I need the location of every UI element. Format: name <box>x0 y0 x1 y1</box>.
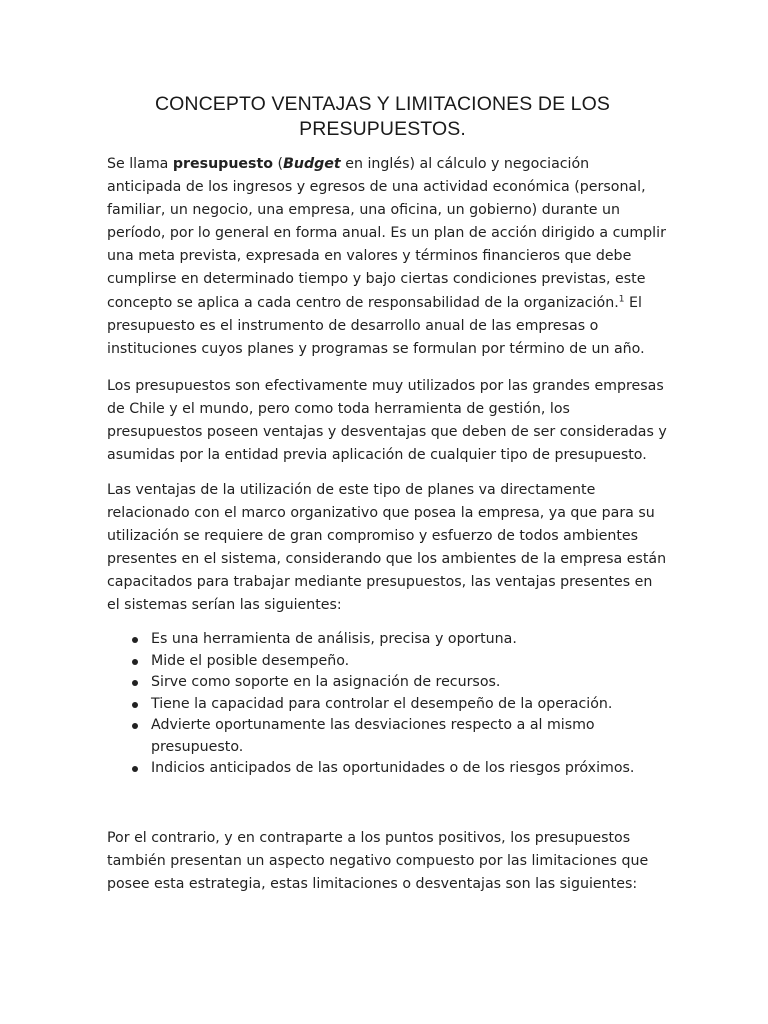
list-item <box>107 758 667 780</box>
footnote-marker[interactable]: 1 <box>618 293 625 304</box>
list-item-text: Mide el posible desempeño. <box>151 652 350 669</box>
bullet-icon <box>132 766 138 772</box>
bullet-icon <box>132 702 138 708</box>
advantages-list <box>107 629 667 780</box>
definition-paren-open: ( <box>273 156 284 172</box>
list-item <box>107 715 667 758</box>
document-title: CONCEPTO VENTAJAS Y LIMITACIONES DE LOS PRESUPUESTOS. <box>154 93 611 140</box>
list-item-text: Tiene la capacidad para controlar el desempeño de la operación. <box>151 695 613 712</box>
list-item <box>107 651 667 673</box>
term-presupuesto: presupuesto <box>172 156 274 172</box>
definition-body: en inglés) al cálculo y negociación anticipada de los ingresos y egresos de una actividad económica (personal, familiar, un negocio, una empresa, una oficina, un gobierno) durante un período, por lo general en forma anual. Es un plan de acción dirigido a cumplir una meta prevista, expresada en valores y términos financieros que debe cumplirse en determinado tiempo y bajo ciertas condiciones previstas, este concepto se aplica a cada centro de responsabilidad de la organización. <box>107 156 666 311</box>
list-item <box>107 694 667 716</box>
paragraph-definition <box>107 153 667 361</box>
list-item <box>107 629 667 651</box>
bullet-icon <box>132 637 138 643</box>
definition-tail: El presupuesto es el instrumento de desarrollo anual de las empresas o instituciones cuyos planes y programas se formulan por término de un año. <box>107 294 645 357</box>
paragraph-advantages-intro: Las ventajas de la utilización de este tipo de planes va directamente relacionado con el marco organizativo que posea la empresa, ya que para su utilización se requiere de gran compromiso y esfuerzo de todos ambientes presentes en el sistema, considerando que los ambientes de la empresa están capacitados para trabajar mediante presupuestos, las ventajas presentes en el sistemas serían las siguientes: <box>107 482 667 614</box>
paragraph-usage: Los presupuestos son efectivamente muy utilizados por las grandes empresas de Chile y el mundo, pero como toda herramienta de gestión, los presupuestos poseen ventajas y desventajas que deben de ser consideradas y asumidas por la entidad previa aplicación de cualquier tipo de presupuesto. <box>107 378 667 464</box>
bullet-icon <box>132 723 138 729</box>
list-item-text: Indicios anticipados de las oportunidades o de los riesgos próximos. <box>151 760 635 776</box>
definition-intro: Se llama <box>107 156 173 172</box>
paragraph-limitations-intro: Por el contrario, y en contraparte a los puntos positivos, los presupuestos también presentan un aspecto negativo compuesto por las limitaciones que posee esta estrategia, estas limitaciones o desventajas son las siguientes: <box>107 830 649 893</box>
list-item <box>107 672 667 694</box>
list-item-text: Advierte oportunamente las desviaciones respecto a al mismo presupuesto. <box>151 717 595 755</box>
bullet-icon <box>132 659 138 665</box>
term-budget: Budget <box>283 156 341 172</box>
list-item-text: Es una herramienta de análisis, precisa y oportuna. <box>151 631 517 647</box>
list-item-text: Sirve como soporte en la asignación de recursos. <box>151 674 501 690</box>
bullet-icon <box>132 680 138 686</box>
